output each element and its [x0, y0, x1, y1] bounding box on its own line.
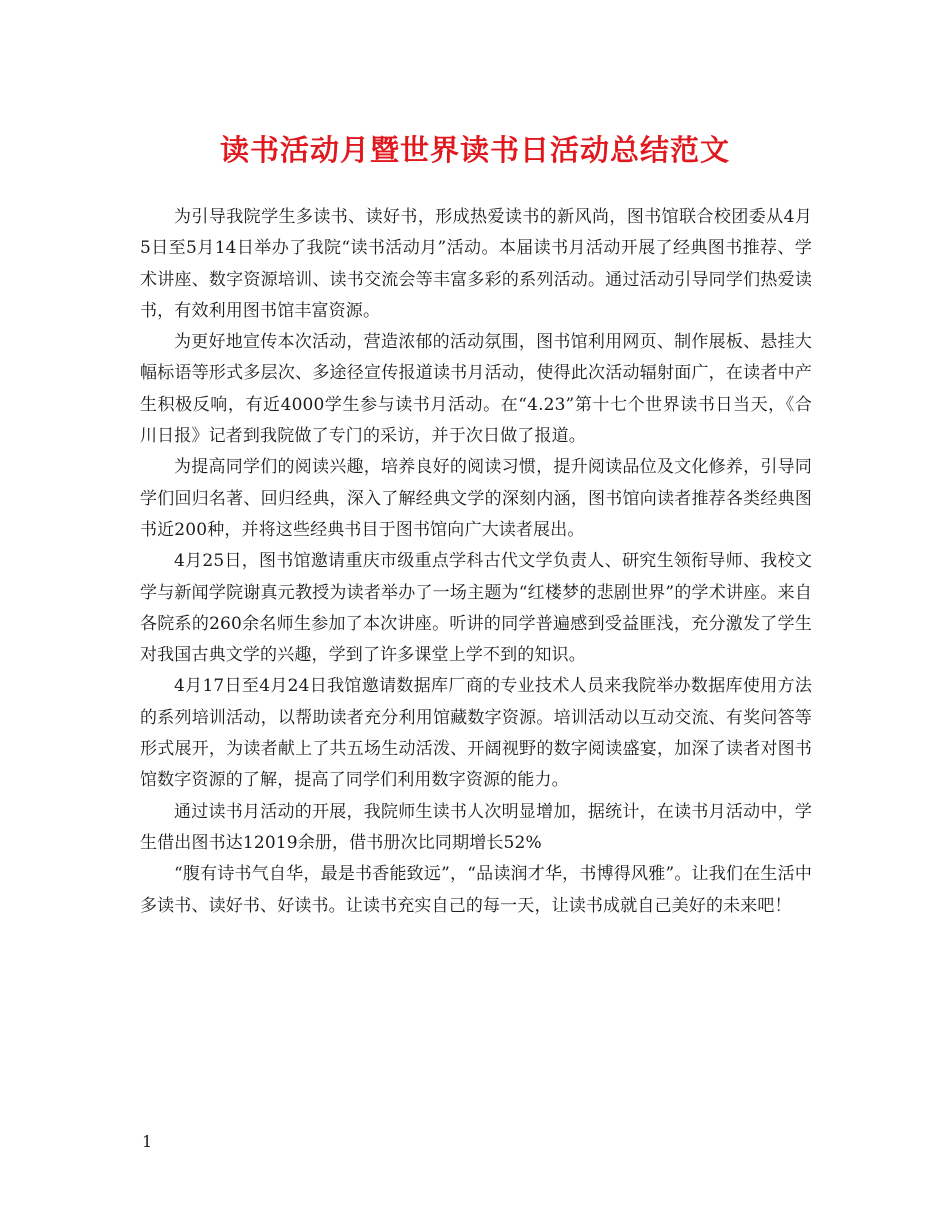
- paragraph-intro: 为引导我院学生多读书、读好书，形成热爱读书的新风尚，图书馆联合校团委从4月5日至5月14日举办了我院“读书活动月”活动。本届读书月活动开展了经典图书推荐、学术讲座、数字资源培训、读书交流会等丰富多彩的系列活动。通过活动引导同学们热爱读书，有效利用图书馆丰富资源。: [140, 207, 812, 321]
- paragraph-publicity: 为更好地宣传本次活动，营造浓郁的活动氛围，图书馆利用网页、制作展板、悬挂大幅标语等形式多层次、多途径宣传报道读书月活动，使得此次活动辐射面广，在读者中产生积极反响，有近4000学生参与读书月活动。在“4.23”第十七个世界读书日当天，《合川日报》记者到我院做了专门的采访，并于次日做了报道。: [140, 332, 812, 447]
- paragraph-database-training: 4月17日至4月24日我馆邀请数据库厂商的专业技术人员来我院举办数据库使用方法的系列培训活动，以帮助读者充分利用馆藏数字资源。培训活动以互动交流、有奖问答等形式展开，为读者献上了共五场生动活泼、开阔视野的数字阅读盛宴，加深了读者对图书馆数字资源的了解，提高了同学们利用数字资源的能力。: [140, 676, 812, 791]
- paragraph-statistics: 通过读书月活动的开展，我院师生读书人次明显增加，据统计，在读书月活动中，学生借出图书达12019余册，借书册次比同期增长52%: [140, 801, 812, 853]
- document-body: [140, 202, 812, 922]
- paragraph-lecture: 4月25日，图书馆邀请重庆市级重点学科古代文学负责人、研究生领衔导师、我校文学与新闻学院谢真元教授为读者举办了一场主题为“红楼梦的悲剧世界”的学术讲座。来自各院系的260余名师生参加了本次讲座。听讲的同学普遍感到受益匪浅，充分激发了学生对我国古典文学的兴趣，学到了许多课堂上学不到的知识。: [140, 551, 812, 666]
- document-title: 读书活动月暨世界读书日活动总结范文: [219, 133, 730, 167]
- page-number: 1: [142, 1132, 153, 1151]
- paragraph-book-recommendation: 为提高同学们的阅读兴趣，培养良好的阅读习惯，提升阅读品位及文化修养，引导同学们回归名著、回归经典，深入了解经典文学的深刻内涵，图书馆向读者推荐各类经典图书近200种，并将这些经典书目于图书馆向广大读者展出。: [140, 457, 812, 540]
- paragraph-conclusion: “腹有诗书气自华，最是书香能致远”，“品读润才华，书博得风雅”。让我们在生活中多读书、读好书、好读书。让读书充实自己的每一天，让读书成就自己美好的未来吧！: [140, 864, 812, 916]
